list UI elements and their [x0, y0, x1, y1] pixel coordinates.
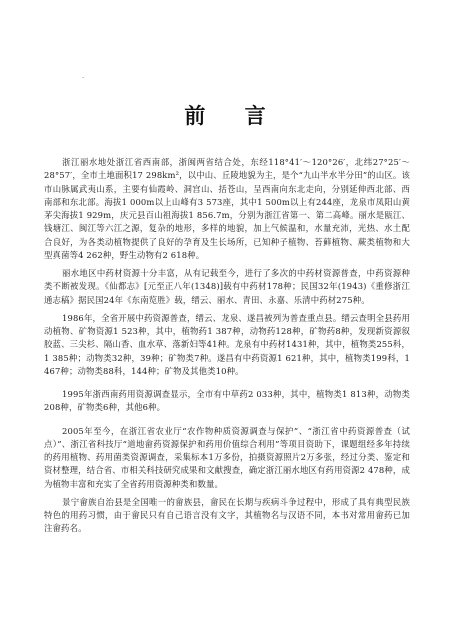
paragraph-geography: 浙江丽水地处浙江省西南部，浙闽两省结合处，东经118°41′～120°26′，北纬27°25′～28°57′，全市土地面积17 298km²，以中山、丘陵地貌为主，是个“九山半水半分田”的山区。该市山脉属武夷山系，主要有仙霞岭、洞宫山、括苍山，呈西南向东北走向，分别延伸西北部、西南部和东北部。海拔1 000m以上山峰有3 573座，其中1 500m以上有244座，龙泉市凤阳山黄茅尖海拔1 929m，庆元县百山祖海拔1 856.7m，分别为浙江省第一、第二高峰。丽水是瓯江、钱塘江、闽江等六江之源，复杂的地形，多样的地貌，加上气候温和，水量充沛，光热、水土配合良好，为各类动植物提供了良好的孕育及生长场所，已知种子植物、苔藓植物、蕨类植物和大型真菌等4 262种，野生动物有2 618种。: [44, 157, 410, 260]
paragraph-she-medicine: 景宁畲族自治县是全国唯一的畲族县，畲民在长期与疾病斗争过程中，形成了具有典型民族特色的用药习惯，由于畲民只有自己语言没有文字，其植物名与汉语不同，本书对常用畲药已加注畲药名。: [44, 496, 410, 534]
body-text: [44, 156, 410, 536]
paragraph-2005-survey: 2005年至今，在浙江省农业厅“农作物种质资源调查与保护”、“浙江省中药资源普查（试点）”、浙江省科技厅“道地畲药资源保护和药用价值综合利用”等项目资助下，课题组经多年持续的药用植物、药用菌类资源调查，采集标本1万多份，拍摄资源照片2万多张，经过分类、鉴定和资材整理，结合省、市相关科技研究成果和文献搜查，确定浙江丽水地区有药用资源2 478种，成为植物丰富和充实了全省药用资源种类和数量。: [44, 425, 410, 489]
corner-mark: ·: [82, 74, 85, 82]
paragraph-1986-survey: 1986年，全省开展中药资源普查，缙云、龙泉、遂昌被列为普查重点县。缙云查明全县药用动植物、矿物资源1 523种，其中，植物药1 387种，动物药128种，矿物药8种，发现新资源叙胶蓝、三尖杉、隔山香、血水草、落新妇等41种。龙泉有中药材1431种，其中，植物类255科，1 385种；动物类32种，39种；矿物类7种。遂昌有中药资源1 621种，其中，植物类199科，1 467种；动物类88科，144种；矿物及其他类10种。: [44, 312, 410, 376]
paragraph-history: 丽水地区中药材资源十分丰富，从有记载至今，进行了多次的中药材资源普查，中药资源种类不断被发现。《仙都志》[元至正八年(1348)]载有中药材178种；民国32年(1943)《重修浙江通志稿》据民国24年《东南览胜》载，缙云、丽水、青田、永嘉、乐清中药材275种。: [44, 268, 410, 305]
page-title: 前 言: [184, 103, 282, 128]
paragraph-1995-survey: 1995年浙西南药用资源调查显示，全市有中草药2 033种，其中，植物类1 813种，动物类208种，矿物类6种，其他6种。: [44, 389, 410, 413]
